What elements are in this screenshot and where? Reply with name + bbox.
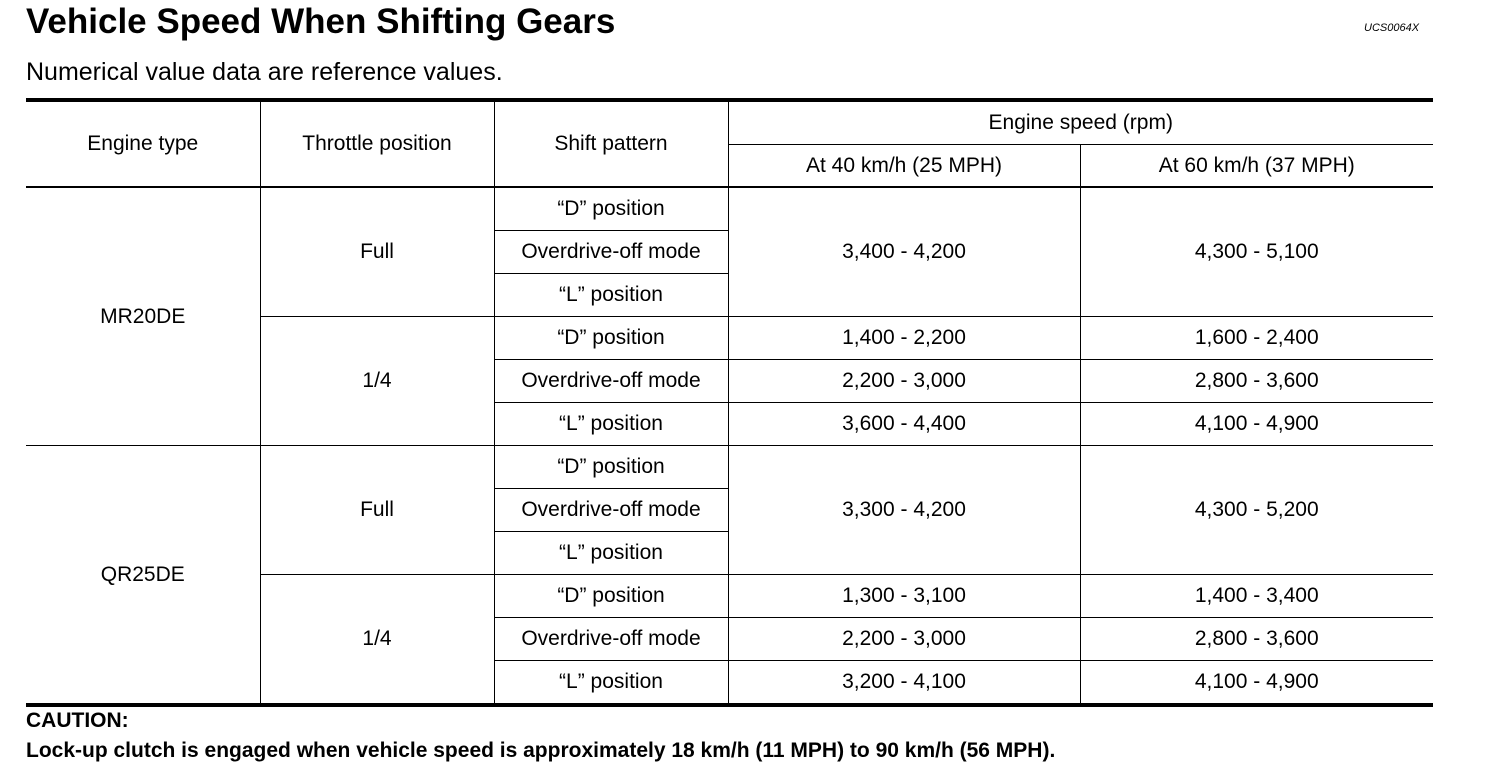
header-throttle-position: Throttle position — [260, 100, 494, 187]
header-at-40: At 40 km/h (25 MPH) — [728, 145, 1080, 188]
shift-pattern-cell: “L” position — [494, 661, 728, 706]
engine-type-cell: MR20DE — [26, 187, 260, 446]
speed-at-40-cell: 2,200 - 3,000 — [728, 360, 1080, 403]
shift-pattern-cell: “L” position — [494, 532, 728, 575]
shift-pattern-cell: “L” position — [494, 274, 728, 317]
speed-at-60-cell: 2,800 - 3,600 — [1080, 360, 1433, 403]
engine-type-cell: QR25DE — [26, 446, 260, 706]
table-row — [26, 187, 1433, 231]
shift-pattern-cell: Overdrive-off mode — [494, 618, 728, 661]
speed-at-60-cell: 4,100 - 4,900 — [1080, 403, 1433, 446]
shift-pattern-cell: “D” position — [494, 575, 728, 618]
page-title: Vehicle Speed When Shifting Gears — [26, 2, 616, 41]
shift-pattern-cell: “L” position — [494, 403, 728, 446]
throttle-position-cell: Full — [260, 446, 494, 575]
table-body — [26, 187, 1433, 705]
throttle-position-cell: 1/4 — [260, 317, 494, 446]
speed-at-40-cell: 3,600 - 4,400 — [728, 403, 1080, 446]
throttle-position-cell: 1/4 — [260, 575, 494, 706]
speed-at-40-cell: 3,300 - 4,200 — [728, 446, 1080, 575]
shift-pattern-cell: Overdrive-off mode — [494, 231, 728, 274]
header-engine-type: Engine type — [26, 100, 260, 187]
speed-at-40-cell: 3,400 - 4,200 — [728, 187, 1080, 317]
table-row — [26, 446, 1433, 489]
header-at-60: At 60 km/h (37 MPH) — [1080, 145, 1433, 188]
shift-pattern-cell: Overdrive-off mode — [494, 360, 728, 403]
shift-pattern-cell: “D” position — [494, 187, 728, 231]
shift-pattern-cell: “D” position — [494, 317, 728, 360]
speed-at-40-cell: 3,200 - 4,100 — [728, 661, 1080, 706]
speed-at-40-cell: 1,400 - 2,200 — [728, 317, 1080, 360]
shift-speed-table — [26, 98, 1433, 707]
speed-at-60-cell: 1,600 - 2,400 — [1080, 317, 1433, 360]
speed-at-40-cell: 1,300 - 3,100 — [728, 575, 1080, 618]
caution-label: CAUTION: — [26, 709, 129, 732]
speed-at-60-cell: 4,300 - 5,200 — [1080, 446, 1433, 575]
table-header — [26, 100, 1433, 187]
shift-pattern-cell: Overdrive-off mode — [494, 489, 728, 532]
header-row — [26, 100, 1433, 145]
document-code: UCS0064X — [1364, 22, 1420, 34]
header-shift-pattern: Shift pattern — [494, 100, 728, 187]
speed-at-60-cell: 2,800 - 3,600 — [1080, 618, 1433, 661]
speed-at-60-cell: 4,300 - 5,100 — [1080, 187, 1433, 317]
speed-at-60-cell: 4,100 - 4,900 — [1080, 661, 1433, 706]
header-engine-speed: Engine speed (rpm) — [728, 100, 1433, 145]
speed-at-40-cell: 2,200 - 3,000 — [728, 618, 1080, 661]
speed-at-60-cell: 1,400 - 3,400 — [1080, 575, 1433, 618]
caution-text: Lock-up clutch is engaged when vehicle speed is approximately 18 km/h (11 MPH) to 90 km/h (56 MPH). — [26, 739, 1056, 762]
throttle-position-cell: Full — [260, 187, 494, 317]
page-subtitle: Numerical value data are reference values. — [26, 58, 503, 86]
shift-pattern-cell: “D” position — [494, 446, 728, 489]
